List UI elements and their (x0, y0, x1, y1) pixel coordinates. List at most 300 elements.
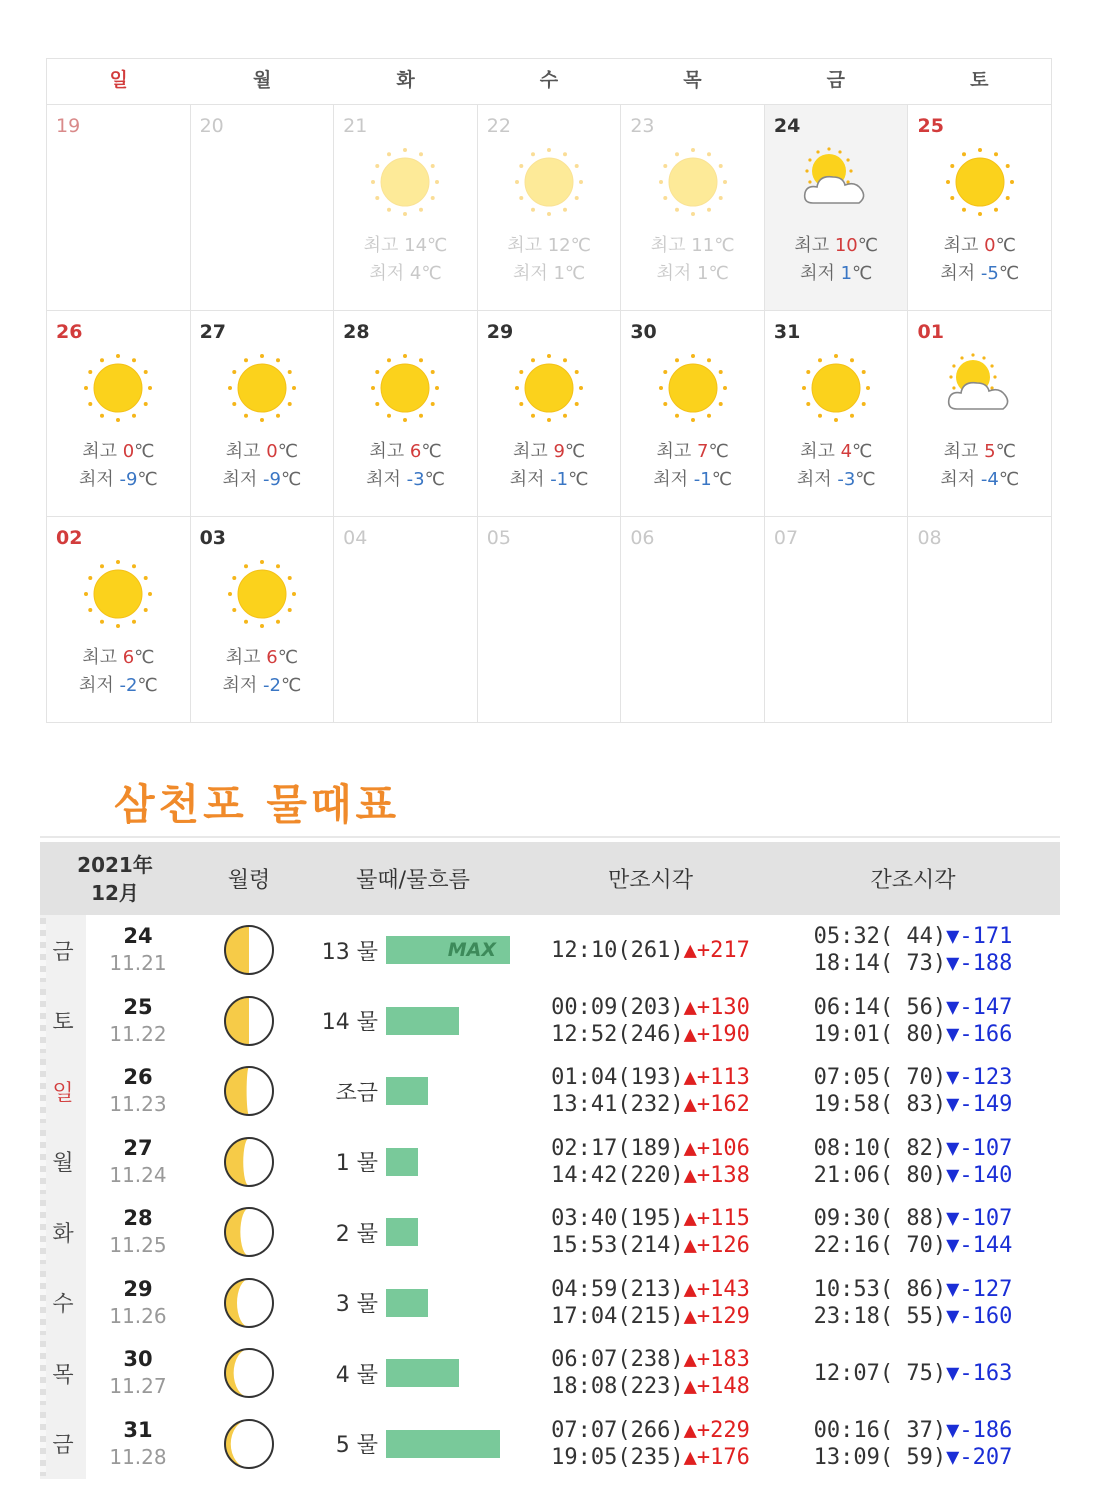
header-mul: 물때/물흐름 (356, 868, 470, 893)
day-number: 21 (343, 115, 368, 137)
mul-label: 13 물 (321, 939, 378, 965)
weather-icon (512, 145, 586, 219)
rise-diff: ▲+229 (683, 1417, 750, 1443)
flow-bar (386, 1359, 459, 1387)
low-tide-cell (783, 1360, 1043, 1387)
day-number: 22 (486, 115, 511, 137)
rise-diff: ▲+106 (683, 1135, 750, 1161)
tide-title: 삼천포 물때표 (114, 780, 401, 829)
sun-icon (512, 351, 586, 425)
low-tide-entry (783, 923, 1043, 950)
temp-unit: ℃ (137, 675, 158, 696)
rise-diff: ▲+190 (683, 1021, 750, 1047)
day-number: 25 (917, 115, 944, 137)
max-temp (47, 438, 190, 466)
temperature-range (765, 438, 908, 494)
low-tide-entry (783, 1205, 1043, 1232)
sun-icon (81, 557, 155, 631)
moon-phase-icon (222, 1064, 276, 1118)
low-tide-entry (783, 1276, 1043, 1303)
max-temp-label: 최고 (512, 441, 554, 462)
temp-unit: ℃ (855, 469, 876, 490)
high-tide-entry (518, 994, 783, 1021)
temp-unit: ℃ (714, 235, 735, 256)
moon-phase-icon (222, 1135, 276, 1189)
max-temp (765, 438, 908, 466)
max-temp (908, 232, 1051, 260)
temp-unit: ℃ (852, 263, 873, 284)
high-tide-entry (518, 1417, 783, 1444)
tide-time: 19:58( 83) (813, 1092, 947, 1118)
high-tide-entry (518, 1373, 783, 1400)
sun-icon (656, 351, 730, 425)
moon-cell (190, 1276, 308, 1330)
min-temp-value: -2 (119, 675, 138, 696)
mul-cell (308, 1217, 518, 1248)
tide-row (40, 915, 1060, 986)
calendar-day-cell[interactable] (191, 517, 335, 722)
calendar-day-cell[interactable] (765, 105, 909, 310)
header-year: 2021年 (77, 852, 153, 877)
tide-time: 10:53( 86) (813, 1276, 947, 1302)
max-temp-label: 최고 (369, 441, 410, 462)
calendar-day-cell[interactable] (908, 311, 1051, 516)
day-number: 19 (56, 115, 81, 137)
tide-time: 08:10( 82) (813, 1135, 947, 1161)
max-temp-label: 최고 (363, 235, 405, 256)
min-temp-label: 최저 (222, 469, 264, 490)
lunar-date: 11.22 (109, 1021, 167, 1046)
high-tide-cell (518, 1417, 783, 1471)
temp-unit: ℃ (134, 441, 155, 462)
high-tide-cell (518, 1276, 783, 1330)
rise-diff: ▲+129 (683, 1303, 750, 1329)
mul-cell (308, 1287, 518, 1318)
day-number: 08 (917, 527, 942, 549)
sun-icon (81, 351, 155, 425)
low-tide-cell (783, 1276, 1043, 1330)
sun-cloud-icon (799, 145, 873, 219)
weekday-tab: 수 (40, 1268, 86, 1339)
day-number: 20 (199, 115, 224, 137)
temperature-range (191, 644, 334, 700)
high-tide-cell (518, 1205, 783, 1259)
min-temp (47, 466, 190, 494)
lunar-date: 11.24 (109, 1162, 167, 1187)
max-temp (334, 232, 477, 260)
weather-icon (81, 351, 155, 425)
tide-table (40, 842, 1060, 1479)
min-temp (478, 260, 621, 288)
min-temp-value: -5 (980, 263, 999, 284)
max-temp-value: 10 (834, 235, 858, 256)
max-temp-label: 최고 (656, 441, 698, 462)
moon-cell (190, 1417, 308, 1471)
calendar-day-cell[interactable] (334, 105, 478, 310)
temperature-range (47, 644, 190, 700)
fall-diff: ▼-163 (946, 1360, 1013, 1386)
rise-diff: ▲+148 (683, 1374, 750, 1400)
temp-unit: ℃ (134, 647, 155, 668)
tide-time: 07:05( 70) (813, 1065, 947, 1091)
moon-cell (190, 923, 308, 977)
calendar-week (47, 311, 1051, 517)
sun-icon (512, 145, 586, 219)
temp-unit: ℃ (708, 263, 729, 284)
mul-cell (308, 935, 518, 966)
max-temp (908, 438, 1051, 466)
high-tide-cell (518, 1135, 783, 1189)
weather-icon (225, 351, 299, 425)
low-tide-cell (783, 1205, 1043, 1259)
low-tide-entry (783, 1064, 1043, 1091)
sun-icon (799, 351, 873, 425)
calendar-day-cell[interactable] (765, 311, 909, 516)
max-temp-label: 최고 (943, 235, 985, 256)
weekday-tab: 금 (40, 1409, 86, 1480)
tide-time: 06:14( 56) (813, 994, 947, 1020)
day-number: 31 (773, 321, 801, 343)
weather-icon (225, 557, 299, 631)
max-temp-value: 14 (404, 235, 428, 256)
weather-icon (943, 351, 1017, 425)
calendar-day-cell[interactable] (765, 517, 909, 722)
weather-icon (81, 557, 155, 631)
weekday-tab: 목 (40, 1338, 86, 1409)
tide-time: 00:09(203) (551, 994, 684, 1020)
temperature-range (334, 232, 477, 288)
mul-label: 1 물 (335, 1151, 378, 1177)
tide-time: 12:52(246) (551, 1021, 684, 1047)
lunar-date: 11.26 (109, 1303, 167, 1328)
temperature-range (908, 438, 1051, 494)
min-temp-value: -1 (550, 469, 569, 490)
moon-cell (190, 1346, 308, 1400)
max-temp-value: 7 (697, 441, 709, 462)
high-tide-entry (518, 937, 783, 964)
min-temp-value: 1 (840, 263, 853, 284)
lunar-date: 11.21 (109, 951, 167, 976)
min-temp (621, 260, 764, 288)
tide-row (40, 1409, 1060, 1480)
day-number: 26 (56, 321, 83, 343)
calendar-day-cell[interactable] (908, 517, 1051, 722)
header-high-tide: 만조시각 (607, 868, 693, 893)
calendar-week (47, 517, 1051, 722)
date-cell (86, 923, 190, 977)
tide-table-body (40, 915, 1060, 1479)
calendar-day-cell[interactable] (478, 311, 622, 516)
fall-diff: ▼-140 (946, 1162, 1013, 1188)
moon-cell (190, 1205, 308, 1259)
max-temp-value: 6 (409, 441, 422, 462)
title-divider (40, 836, 1060, 838)
calendar-day-cell[interactable] (621, 311, 765, 516)
day-number: 03 (199, 527, 227, 549)
min-temp-label: 최저 (796, 469, 838, 490)
min-temp-value: -4 (980, 469, 999, 490)
temperature-range (478, 232, 621, 288)
temp-unit: ℃ (424, 469, 445, 490)
day-number: 01 (917, 321, 944, 343)
moon-cell (190, 1064, 308, 1118)
weekday-tab: 일 (40, 1056, 86, 1127)
temperature-range (334, 438, 477, 494)
day-number: 04 (343, 527, 368, 549)
max-temp-label: 최고 (225, 441, 267, 462)
sun-cloud-icon (943, 351, 1017, 425)
high-tide-entry (518, 1303, 783, 1330)
solar-date: 31 (123, 1417, 153, 1442)
temp-unit: ℃ (711, 469, 732, 490)
calendar-day-cell[interactable] (621, 517, 765, 722)
low-tide-entry (783, 1135, 1043, 1162)
min-temp-value: 1 (553, 263, 565, 284)
min-temp-value: -9 (263, 469, 281, 490)
min-temp (478, 466, 621, 494)
solar-date: 28 (123, 1206, 153, 1231)
fall-diff: ▼-144 (946, 1233, 1013, 1259)
day-number: 29 (486, 321, 514, 343)
rise-diff: ▲+143 (683, 1276, 750, 1302)
tide-time: 01:04(193) (551, 1065, 684, 1091)
sun-icon (225, 351, 299, 425)
sun-icon (943, 145, 1017, 219)
moon-cell (190, 1135, 308, 1189)
max-temp (478, 232, 621, 260)
min-temp-label: 최저 (656, 263, 698, 284)
calendar-day-cell[interactable] (478, 105, 622, 310)
low-tide-cell (783, 1064, 1043, 1118)
tide-time: 13:09( 59) (813, 1444, 947, 1470)
tide-time: 12:07( 75) (813, 1360, 947, 1386)
tide-time: 09:30( 88) (813, 1206, 947, 1232)
fall-diff: ▼-186 (946, 1417, 1013, 1443)
rise-diff: ▲+130 (683, 994, 750, 1020)
high-tide-cell (518, 994, 783, 1048)
min-temp (334, 260, 477, 288)
weekday-2: 화 (396, 69, 415, 91)
solar-date: 30 (123, 1347, 153, 1372)
sun-icon (368, 145, 442, 219)
weather-icon (368, 351, 442, 425)
moon-cell (190, 994, 308, 1048)
lunar-date: 11.27 (109, 1374, 167, 1399)
min-temp-label: 최저 (509, 469, 551, 490)
sun-icon (368, 351, 442, 425)
moon-phase-icon (222, 1205, 276, 1259)
high-tide-entry (518, 1205, 783, 1232)
mul-label: 2 물 (335, 1221, 378, 1247)
min-temp (47, 672, 190, 700)
high-tide-entry (518, 1162, 783, 1189)
max-temp (478, 438, 621, 466)
max-temp (191, 644, 334, 672)
mul-label: 5 물 (335, 1433, 378, 1459)
header-month: 12月 (91, 880, 139, 905)
tide-time: 17:04(215) (551, 1303, 684, 1329)
max-temp-value: 4 (840, 441, 853, 462)
min-temp-label: 최저 (222, 675, 264, 696)
tide-row (40, 1338, 1060, 1409)
fall-diff: ▼-147 (946, 994, 1013, 1020)
calendar-day-cell[interactable] (191, 105, 335, 310)
low-tide-cell (783, 1135, 1043, 1189)
weekday-4: 목 (683, 69, 702, 91)
tide-time: 18:08(223) (551, 1374, 684, 1400)
solar-date: 24 (123, 924, 153, 949)
low-tide-entry (783, 1091, 1043, 1118)
calendar-day-cell[interactable] (334, 517, 478, 722)
low-tide-cell (783, 923, 1043, 977)
tide-time: 21:06( 80) (813, 1162, 947, 1188)
temp-unit: ℃ (564, 263, 586, 284)
low-tide-entry (783, 1417, 1043, 1444)
flow-bar (386, 1430, 500, 1458)
low-tide-entry (783, 1162, 1043, 1189)
tide-row (40, 986, 1060, 1057)
high-tide-entry (518, 1091, 783, 1118)
calendar-day-cell[interactable] (478, 517, 622, 722)
rise-diff: ▲+138 (683, 1162, 750, 1188)
temperature-range (47, 438, 190, 494)
day-number: 24 (773, 115, 801, 137)
calendar-day-cell[interactable] (47, 105, 191, 310)
min-temp-value: 1 (697, 263, 709, 284)
min-temp (191, 466, 334, 494)
temp-unit: ℃ (852, 441, 873, 462)
low-tide-entry (783, 950, 1043, 977)
header-year-month (40, 851, 190, 907)
weekday-3: 수 (539, 69, 559, 91)
solar-date: 27 (123, 1135, 153, 1160)
fall-diff: ▼-188 (946, 951, 1013, 977)
date-cell (86, 1417, 190, 1471)
temperature-range (621, 232, 764, 288)
temperature-range (621, 438, 764, 494)
temp-unit: ℃ (421, 441, 442, 462)
tide-time: 19:01( 80) (813, 1021, 947, 1047)
header-low-tide: 간조시각 (870, 868, 956, 893)
tide-row (40, 1197, 1060, 1268)
mul-label: 3 물 (335, 1292, 378, 1318)
calendar-day-cell[interactable] (47, 517, 191, 722)
rise-diff: ▲+162 (683, 1092, 750, 1118)
weekday-5: 금 (826, 69, 845, 91)
min-temp-value: -9 (119, 469, 138, 490)
min-temp (191, 672, 334, 700)
fall-diff: ▼-127 (946, 1276, 1013, 1302)
day-number: 30 (630, 321, 657, 343)
tide-time: 13:41(232) (551, 1092, 684, 1118)
calendar-day-cell[interactable] (47, 311, 191, 516)
min-temp-value: -3 (406, 469, 425, 490)
calendar-week (47, 105, 1051, 311)
temp-unit: ℃ (427, 235, 448, 256)
day-number: 06 (630, 527, 655, 549)
tide-table-header (40, 842, 1060, 915)
temp-unit: ℃ (857, 235, 878, 256)
fall-diff: ▼-107 (946, 1135, 1013, 1161)
tide-time: 03:40(195) (551, 1206, 684, 1232)
weather-icon (943, 145, 1017, 219)
calendar-body (47, 105, 1051, 722)
sun-icon (225, 557, 299, 631)
date-cell (86, 1346, 190, 1400)
rise-diff: ▲+113 (683, 1065, 750, 1091)
max-temp-value: 9 (553, 441, 565, 462)
mul-cell (308, 1358, 518, 1389)
temp-unit: ℃ (568, 469, 589, 490)
max-label: MAX (447, 939, 496, 962)
low-tide-cell (783, 1417, 1043, 1471)
max-temp-value: 0 (266, 441, 278, 462)
high-tide-entry (518, 1276, 783, 1303)
high-tide-entry (518, 1021, 783, 1048)
fall-diff: ▼-160 (946, 1303, 1013, 1329)
min-temp-label: 최저 (366, 469, 407, 490)
min-temp-label: 최저 (940, 263, 981, 284)
temp-unit: ℃ (564, 441, 586, 462)
calendar-day-cell[interactable] (191, 311, 335, 516)
temp-unit: ℃ (708, 441, 729, 462)
temp-unit: ℃ (570, 235, 591, 256)
tide-time: 12:10(261) (551, 937, 684, 963)
calendar-day-cell[interactable] (621, 105, 765, 310)
flow-bar (386, 1077, 428, 1105)
moon-phase-icon (222, 1417, 276, 1471)
solar-date: 25 (123, 994, 153, 1019)
calendar-day-cell[interactable] (334, 311, 478, 516)
date-cell (86, 1064, 190, 1118)
high-tide-entry (518, 1444, 783, 1471)
flow-bar (386, 1148, 418, 1176)
weather-icon (656, 351, 730, 425)
tide-time: 07:07(266) (551, 1417, 684, 1443)
fall-diff: ▼-149 (946, 1092, 1013, 1118)
solar-date: 26 (123, 1065, 153, 1090)
max-temp-value: 6 (266, 647, 278, 668)
day-number: 07 (773, 527, 799, 549)
max-temp (334, 438, 477, 466)
temp-unit: ℃ (277, 441, 298, 462)
date-cell (86, 1205, 190, 1259)
solar-date: 29 (123, 1276, 153, 1301)
max-temp-value: 12 (547, 235, 571, 256)
flow-bar (386, 1218, 418, 1246)
weekday-header (47, 59, 1051, 105)
temperature-range (765, 232, 908, 288)
day-number: 27 (199, 321, 227, 343)
max-temp-label: 최고 (800, 441, 841, 462)
tide-row (40, 1056, 1060, 1127)
low-tide-entry (783, 1303, 1043, 1330)
tide-time: 05:32( 44) (813, 924, 947, 950)
min-temp-label: 최저 (800, 263, 841, 284)
max-temp-value: 0 (984, 235, 996, 256)
weekday-6: 토 (970, 69, 989, 91)
mul-cell (308, 1146, 518, 1177)
temperature-range (191, 438, 334, 494)
max-temp-label: 최고 (225, 647, 267, 668)
weekday-tab: 토 (40, 986, 86, 1057)
moon-phase-icon (222, 923, 276, 977)
fall-diff: ▼-107 (946, 1206, 1013, 1232)
tide-time: 04:59(213) (551, 1276, 684, 1302)
calendar-day-cell[interactable] (908, 105, 1051, 310)
max-temp (765, 232, 908, 260)
min-temp (765, 260, 908, 288)
